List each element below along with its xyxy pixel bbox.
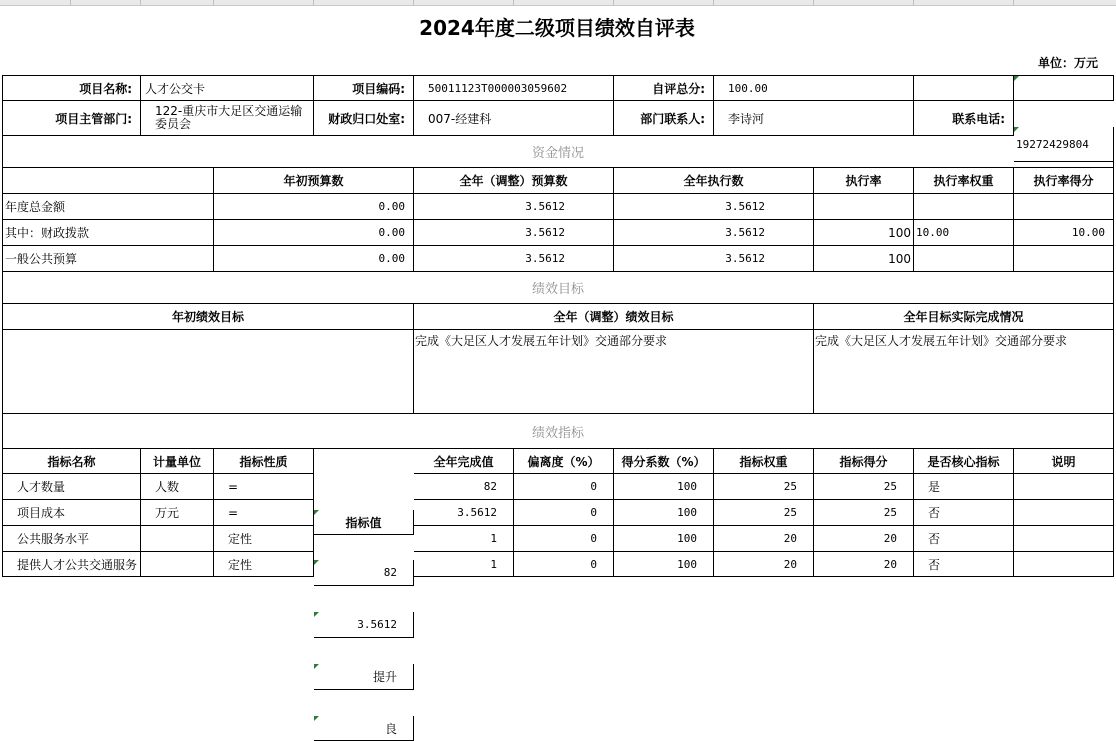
ind-header-deviation[interactable]: 偏离度（%） bbox=[514, 449, 614, 474]
funds-row-weight[interactable]: 10.00 bbox=[914, 220, 1014, 246]
ind-row-coef[interactable]: 100 bbox=[614, 552, 714, 577]
ind-row-coef[interactable]: 100 bbox=[614, 526, 714, 552]
ind-row-nature[interactable]: = bbox=[214, 500, 314, 526]
section-indicators-title: 绩效指标 bbox=[2, 414, 1114, 449]
goals-header-initial[interactable]: 年初绩效目标 bbox=[2, 304, 414, 330]
ind-row-deviation[interactable]: 0 bbox=[514, 474, 614, 500]
ind-row-deviation[interactable]: 0 bbox=[514, 552, 614, 577]
project-code-value[interactable]: 50011123T000003059602 bbox=[414, 75, 614, 101]
office-value[interactable]: 007-经建科 bbox=[414, 101, 614, 136]
ind-row-weight[interactable]: 25 bbox=[714, 474, 814, 500]
ind-header-coef[interactable]: 得分系数（%） bbox=[614, 449, 714, 474]
ind-row-core[interactable]: 否 bbox=[914, 500, 1014, 526]
page-title: 2024年度二级项目绩效自评表 bbox=[419, 16, 695, 40]
ind-row-weight[interactable]: 20 bbox=[714, 552, 814, 577]
ind-row-done[interactable]: 3.5612 bbox=[414, 500, 514, 526]
ind-header-nature[interactable]: 指标性质 bbox=[214, 449, 314, 474]
dept-label[interactable]: 项目主管部门: bbox=[2, 101, 141, 136]
ind-row-note[interactable] bbox=[1014, 500, 1114, 526]
ind-row-core[interactable]: 否 bbox=[914, 526, 1014, 552]
funds-header-initial[interactable]: 年初预算数 bbox=[214, 168, 414, 194]
funds-row-label[interactable]: 年度总金额 bbox=[2, 194, 214, 220]
goals-header-actual[interactable]: 全年目标实际完成情况 bbox=[814, 304, 1114, 330]
ind-row-name[interactable]: 人才数量 bbox=[2, 474, 141, 500]
funds-row-executed[interactable]: 3.5612 bbox=[614, 220, 814, 246]
funds-row-label[interactable]: 一般公共预算 bbox=[2, 246, 214, 272]
ind-row-coef[interactable]: 100 bbox=[614, 474, 714, 500]
funds-row-executed[interactable]: 3.5612 bbox=[614, 194, 814, 220]
funds-row-weight[interactable] bbox=[914, 246, 1014, 272]
ind-row-unit[interactable]: 人数 bbox=[141, 474, 214, 500]
ind-row-nature[interactable]: 定性 bbox=[214, 526, 314, 552]
ind-row-score[interactable]: 20 bbox=[814, 552, 914, 577]
ind-header-name[interactable]: 指标名称 bbox=[2, 449, 141, 474]
ind-row-score[interactable]: 25 bbox=[814, 474, 914, 500]
ind-row-done[interactable]: 1 bbox=[414, 552, 514, 577]
ind-row-done[interactable]: 82 bbox=[414, 474, 514, 500]
ind-header-note[interactable]: 说明 bbox=[1014, 449, 1114, 474]
funds-row-initial[interactable]: 0.00 bbox=[214, 246, 414, 272]
funds-row-label[interactable]: 其中：财政拨款 bbox=[2, 220, 214, 246]
ind-row-weight[interactable]: 20 bbox=[714, 526, 814, 552]
ind-row-value[interactable]: 提升 bbox=[314, 664, 414, 690]
goals-header-adjusted[interactable]: 全年（调整）绩效目标 bbox=[414, 304, 814, 330]
contact-label[interactable]: 部门联系人: bbox=[614, 101, 714, 136]
self-score-value[interactable]: 100.00 bbox=[714, 75, 914, 101]
ind-header-done[interactable]: 全年完成值 bbox=[414, 449, 514, 474]
ind-header-unit[interactable]: 计量单位 bbox=[141, 449, 214, 474]
ind-header-score[interactable]: 指标得分 bbox=[814, 449, 914, 474]
ind-row-value[interactable]: 82 bbox=[314, 560, 414, 586]
funds-row-rate[interactable] bbox=[814, 194, 914, 220]
empty-cell[interactable] bbox=[1014, 75, 1114, 101]
self-score-label[interactable]: 自评总分: bbox=[614, 75, 714, 101]
funds-row-score[interactable] bbox=[1014, 194, 1114, 220]
office-label[interactable]: 财政归口处室: bbox=[314, 101, 414, 136]
ind-row-unit[interactable] bbox=[141, 552, 214, 577]
funds-row-executed[interactable]: 3.5612 bbox=[614, 246, 814, 272]
ind-row-value[interactable]: 良 bbox=[314, 716, 414, 741]
ind-row-done[interactable]: 1 bbox=[414, 526, 514, 552]
funds-header-rate[interactable]: 执行率 bbox=[814, 168, 914, 194]
ind-row-score[interactable]: 25 bbox=[814, 500, 914, 526]
ind-row-name[interactable]: 提供人才公共交通服务 bbox=[2, 552, 141, 577]
project-code-label[interactable]: 项目编码: bbox=[314, 75, 414, 101]
ind-row-score[interactable]: 20 bbox=[814, 526, 914, 552]
funds-row-adjusted[interactable]: 3.5612 bbox=[414, 246, 614, 272]
ind-row-deviation[interactable]: 0 bbox=[514, 526, 614, 552]
ind-row-coef[interactable]: 100 bbox=[614, 500, 714, 526]
ind-row-deviation[interactable]: 0 bbox=[514, 500, 614, 526]
goals-adjusted-value[interactable]: 完成《大足区人才发展五年计划》交通部分要求 bbox=[414, 330, 814, 414]
funds-row-adjusted[interactable]: 3.5612 bbox=[414, 194, 614, 220]
funds-row-rate[interactable]: 100 bbox=[814, 220, 914, 246]
ind-row-nature[interactable]: = bbox=[214, 474, 314, 500]
phone-label[interactable]: 联系电话: bbox=[914, 101, 1014, 136]
funds-header-weight[interactable]: 执行率权重 bbox=[914, 168, 1014, 194]
ind-row-note[interactable] bbox=[1014, 474, 1114, 500]
funds-row-rate[interactable]: 100 bbox=[814, 246, 914, 272]
section-funds-title: 资金情况 bbox=[2, 136, 1114, 168]
ind-header-weight[interactable]: 指标权重 bbox=[714, 449, 814, 474]
phone-value[interactable]: 19272429804 bbox=[1014, 127, 1114, 162]
ind-row-nature[interactable]: 定性 bbox=[214, 552, 314, 577]
ind-row-value[interactable]: 3.5612 bbox=[314, 612, 414, 638]
ind-row-note[interactable] bbox=[1014, 526, 1114, 552]
project-name-label[interactable]: 项目名称: bbox=[2, 75, 141, 101]
ind-row-unit[interactable]: 万元 bbox=[141, 500, 214, 526]
empty-cell[interactable] bbox=[2, 168, 214, 194]
dept-value[interactable]: 122-重庆市大足区交通运输委员会 bbox=[141, 101, 314, 136]
ind-row-core[interactable]: 是 bbox=[914, 474, 1014, 500]
contact-value[interactable]: 李诗河 bbox=[714, 101, 914, 136]
ind-row-note[interactable] bbox=[1014, 552, 1114, 577]
project-name-value[interactable]: 人才公交卡 bbox=[141, 75, 314, 101]
funds-row-weight[interactable] bbox=[914, 194, 1014, 220]
funds-header-score[interactable]: 执行率得分 bbox=[1014, 168, 1114, 194]
funds-row-score[interactable] bbox=[1014, 246, 1114, 272]
funds-header-executed[interactable]: 全年执行数 bbox=[614, 168, 814, 194]
ind-row-weight[interactable]: 25 bbox=[714, 500, 814, 526]
funds-row-adjusted[interactable]: 3.5612 bbox=[414, 220, 614, 246]
ind-header-core[interactable]: 是否核心指标 bbox=[914, 449, 1014, 474]
ind-row-name[interactable]: 项目成本 bbox=[2, 500, 141, 526]
funds-row-initial[interactable]: 0.00 bbox=[214, 220, 414, 246]
ind-row-unit[interactable] bbox=[141, 526, 214, 552]
funds-header-adjusted[interactable]: 全年（调整）预算数 bbox=[414, 168, 614, 194]
goals-initial-value[interactable] bbox=[2, 330, 414, 414]
ind-row-name[interactable]: 公共服务水平 bbox=[2, 526, 141, 552]
section-goals-title: 绩效目标 bbox=[2, 272, 1114, 304]
ind-header-value[interactable]: 指标值 bbox=[314, 510, 414, 535]
empty-cell[interactable] bbox=[914, 75, 1014, 101]
ind-row-core[interactable]: 否 bbox=[914, 552, 1014, 577]
funds-row-initial[interactable]: 0.00 bbox=[214, 194, 414, 220]
goals-actual-value[interactable]: 完成《大足区人才发展五年计划》交通部分要求 bbox=[814, 330, 1114, 414]
unit-label: 单位：万元 bbox=[1037, 56, 1098, 70]
funds-row-score[interactable]: 10.00 bbox=[1014, 220, 1114, 246]
